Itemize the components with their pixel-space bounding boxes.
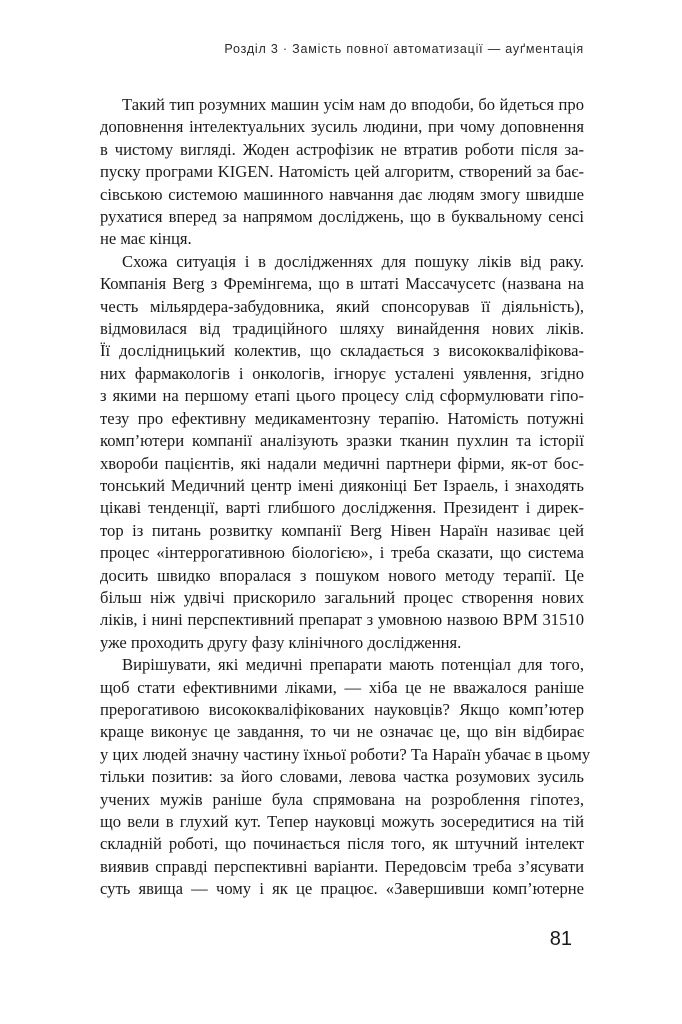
- text-line: Схожа ситуація і в дослідженнях для пошуку ліків від раку.: [122, 251, 584, 271]
- text-line: доповнення інтелектуальних зусиль людини, при чому доповнення: [100, 117, 584, 137]
- text-line: честь мільярдера-забудовника, який спонсорував її діяльність),: [100, 296, 584, 316]
- text-line: виявив справді перспективні варіанти. Передовсім треба з’ясувати: [100, 856, 584, 876]
- text-line: уже проходить другу фазу клінічного дослідження.: [100, 632, 462, 652]
- text-line: з якими на першому етапі цього процесу слід сформулювати гіпо-: [100, 386, 584, 406]
- text-line: пуску програми KIGEN. Натомість цей алгоритм, створений за бає-: [100, 162, 584, 182]
- text-line: тор із питань розвитку компанії Berg Нівен Нараїн називає цей: [100, 520, 584, 540]
- text-line: процес «інтеррогативною біологією», і треба сказати, що система: [100, 543, 584, 563]
- text-line: тезу про ефективну медикаментозну терапію. Натомість потужні: [100, 408, 584, 428]
- paragraph-3: [100, 654, 591, 900]
- body-text: [100, 94, 591, 901]
- text-line: не має кінця.: [100, 229, 192, 249]
- text-line: учених мужів раніше була спрямована на розроблення гіпотез,: [100, 789, 584, 809]
- text-line: ліків, і нині перспективний препарат з умовною назвою BPM 31510: [100, 610, 584, 630]
- text-line: суть явища — чому і як це працює. «Завершивши комп’ютерне: [100, 879, 584, 899]
- text-line: рухатися вперед за напрямом досліджень, що в буквальному сенсі: [100, 207, 584, 227]
- text-line: Такий тип розумних машин усім нам до вподоби, бо йдеться про: [122, 95, 584, 114]
- text-line: Її дослідницький колектив, що складається з висококваліфікова-: [100, 341, 584, 361]
- text-line: що вели в глухий кут. Тепер науковці можуть зосередитися на тій: [100, 812, 584, 831]
- paragraph-2: [100, 251, 584, 654]
- text-line: краще виконує це завдання, то чи не означає це, що він відбирає: [100, 722, 584, 742]
- text-line: більш ніж удвічі прискорило загальний процес створення нових: [100, 587, 584, 607]
- text-line: щоб стати ефективними ліками, — хіба це не вважалося раніше: [100, 677, 584, 697]
- text-line: Компанія Berg з Фремінгема, що в штаті Массачусетс (названа на: [100, 274, 584, 294]
- text-line: Вирішувати, які медичні препарати мають потенціал для того,: [122, 655, 584, 675]
- text-line: відмовилася від традиційного шляху винайдення нових ліків.: [100, 319, 584, 339]
- text-line: тільки позитив: за його словами, левова частка розумових зусиль: [100, 767, 584, 787]
- text-line: тонський Медичний центр імені дияконіці Бет Ізраель, і знаходять: [100, 475, 584, 495]
- text-line: в чистому вигляді. Жоден астрофізик не втратив роботи після за-: [100, 139, 584, 159]
- text-line: комп’ютери компанії аналізують зразки тканин пухлин та історії: [100, 431, 584, 451]
- text-line: них фармакологів і онкологів, ігнорує усталені уявлення, згідно: [100, 363, 584, 383]
- text-line: складній роботі, що починається після того, як штучний інтелект: [100, 834, 584, 854]
- text-line: хвороби пацієнтів, які надали медичні партнери фірми, як-от бос-: [100, 453, 584, 473]
- text-line: сівською системою машинного навчання дає людям змогу швидше: [100, 184, 584, 204]
- text-line: цікаві тенденції, варті глибшого дослідження. Президент і дирек-: [100, 498, 584, 518]
- paragraph-1: [100, 94, 584, 251]
- text-line: досить швидко впоралася з пошуком нового методу терапії. Це: [100, 565, 584, 585]
- text-line: прерогативою висококваліфікованих науковців? Якщо комп’ютер: [100, 699, 584, 719]
- text-line: у цих людей значну частину їхньої роботи? Та Нараїн убачає в цьому: [100, 744, 591, 764]
- page-number: 81: [549, 928, 572, 950]
- running-head: Розділ 3 · Замість повної автоматизації — ауґментація: [224, 42, 584, 56]
